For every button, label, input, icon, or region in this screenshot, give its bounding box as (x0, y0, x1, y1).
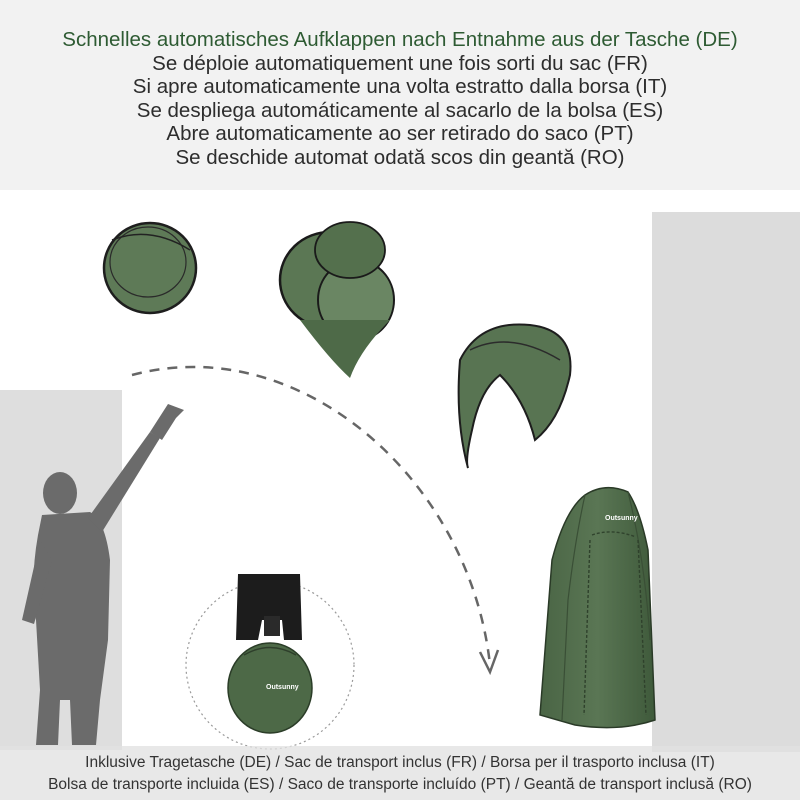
headline-line-fr: Se déploie automatiquement une fois sorti du sac (FR) (152, 51, 648, 75)
unfolding-tent-stage-2 (280, 222, 394, 378)
headline-line-ro: Se deschide automat odată scos din geantă (RO) (175, 145, 625, 169)
footer-line-1: Inklusive Tragetasche (DE) / Sac de transport inclus (FR) / Borsa per il trasporto inclusa (IT) (85, 754, 715, 771)
headline-line-pt: Abre automaticamente ao ser retirado do saco (PT) (166, 122, 634, 145)
headline-line-es: Se despliega automáticamente al sacarlo de la bolsa (ES) (136, 98, 664, 122)
headline-line-it: Si apre automaticamente una volta estratto dalla borsa (IT) (132, 75, 668, 98)
right-background-panel (652, 212, 800, 752)
hand-icon (264, 616, 280, 636)
unfolding-tent-stage-3 (459, 324, 571, 468)
headline-caption (0, 28, 800, 169)
headline-line-de: Schnelles automatisches Aufklappen nach Entnahme aus der Tasche (DE) (62, 28, 738, 51)
folded-tent-stage-1 (104, 223, 196, 313)
footer-line-2: Bolsa de transporte incluida (ES) / Saco de transporte incluído (PT) / Geantă de transport inclusă (RO) (48, 776, 752, 793)
tent-brand-logo: Outsunny (605, 515, 638, 522)
bag-brand-logo: Outsunny (266, 684, 299, 691)
popup-tent (540, 488, 655, 728)
carry-bag-detail (186, 574, 354, 749)
footer-caption (0, 752, 800, 796)
